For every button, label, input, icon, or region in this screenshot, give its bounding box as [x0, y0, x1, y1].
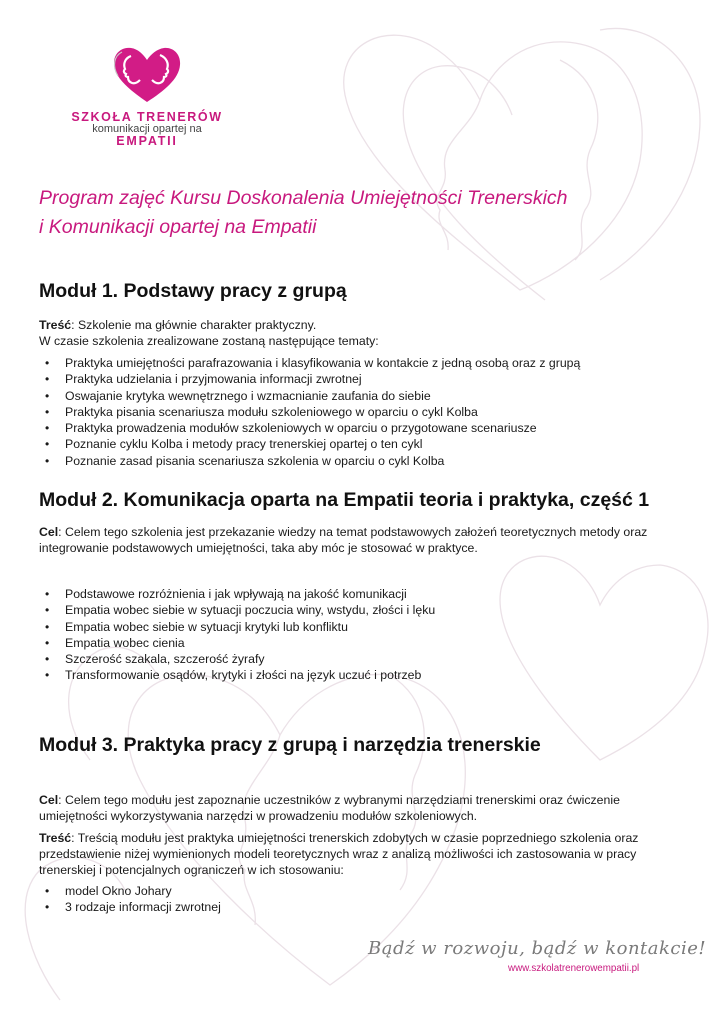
module-2-goal-line-2: integrowanie podstawowych umiejętności, taka aby móc je stosować w praktyce.	[39, 541, 478, 555]
module-2-section	[39, 489, 689, 684]
module-1-heading: Moduł 1. Podstawy pracy z grupą	[39, 280, 347, 302]
module-2-goal-line-1: : Celem tego szkolenia jest przekazanie wiedzy na temat podstawowych założeń teoretycznych metody oraz	[58, 525, 648, 539]
list-item: • Praktyka pisania scenariusza modułu szkoleniowego w oparciu o cykl Kolba	[39, 404, 689, 420]
list-item: • Oswajanie krytyka wewnętrznego i wzmacnianie zaufania do siebie	[39, 388, 689, 404]
module-2-goal-label: Cel	[39, 525, 59, 539]
list-item: • Empatia wobec siebie w sytuacji poczucia winy, wstydu, złości i lęku	[39, 602, 689, 618]
page-title-line-2: i Komunikacji opartej na Empatii	[39, 216, 317, 238]
page-title-line-1: Program zajęć Kursu Doskonalenia Umiejętności Trenerskich	[39, 187, 568, 209]
list-item: • model Okno Johary	[39, 883, 689, 899]
logo-heart-faces-icon	[110, 46, 184, 104]
logo-line-2: komunikacji opartej na	[92, 123, 202, 135]
list-item: • Praktyka udzielania i przyjmowania informacji zwrotnej	[39, 371, 689, 387]
footer-url-link[interactable]: www.szkolatrenerowempatii.pl	[508, 963, 640, 974]
footer-slogan: Bądź w rozwoju, bądź w kontakcie!	[368, 938, 707, 959]
module-3-content-line-3: trenerskiej i potencjalnych ograniczeń w ich stosowaniu:	[39, 863, 344, 877]
module-3-content	[39, 830, 689, 878]
page-title	[39, 184, 659, 242]
list-item: • Podstawowe rozróżnienia i jak wpływają na jakość komunikacji	[39, 586, 689, 602]
list-item: • Praktyka prowadzenia modułów szkoleniowych w oparciu o przygotowane scenariusze	[39, 420, 689, 436]
module-2-list	[39, 586, 689, 684]
logo-line-3: EMPATII	[116, 134, 178, 148]
list-item: • Szczerość szakala, szczerość żyrafy	[39, 651, 689, 667]
module-3-goal-label: Cel	[39, 793, 59, 807]
module-1-list	[39, 355, 689, 469]
module-2-goal	[39, 524, 689, 556]
module-1-content	[39, 317, 689, 333]
module-1-intro: W czasie szkolenia zrealizowane zostaną następujące tematy:	[39, 334, 379, 348]
logo-line-1: SZKOŁA TRENERÓW	[71, 110, 223, 124]
module-3-heading: Moduł 3. Praktyka pracy z grupą i narzędzia trenerskie	[39, 734, 541, 756]
list-item: • Poznanie zasad pisania scenariusza szkolenia w oparciu o cykl Kolba	[39, 453, 689, 469]
module-1-content-label: Treść	[39, 318, 72, 332]
module-3-section	[39, 734, 689, 916]
module-3-content-label: Treść	[39, 831, 72, 845]
module-3-content-line-2: przedstawienie niżej wymienionych modeli teoretycznych wraz z analizą możliwości ich zastosowania w pracy	[39, 847, 637, 861]
list-item: • Empatia wobec cienia	[39, 635, 689, 651]
list-item: • Empatia wobec siebie w sytuacji krytyki lub konfliktu	[39, 619, 689, 635]
list-item: • Poznanie cyklu Kolba i metody pracy trenerskiej opartej o ten cykl	[39, 436, 689, 452]
module-1-content-text: : Szkolenie ma głównie charakter praktyczny.	[71, 318, 317, 332]
module-1-section	[39, 280, 689, 469]
list-item: • Praktyka umiejętności parafrazowania i klasyfikowania w kontakcie z jedną osobą oraz z grupą	[39, 355, 689, 371]
module-3-goal	[39, 792, 689, 824]
module-3-goal-line-2: umiejętności wykorzystywania narzędzi w prowadzeniu modułów szkoleniowych.	[39, 809, 478, 823]
list-item: • Transformowanie osądów, krytyki i złości na język uczuć i potrzeb	[39, 667, 689, 683]
module-3-goal-line-1: : Celem tego modułu jest zapoznanie uczestników z wybranymi narzędziami trenerskimi oraz ćwiczenie	[58, 793, 620, 807]
list-item: • 3 rodzaje informacji zwrotnej	[39, 899, 689, 915]
module-3-content-line-1: : Treścią modułu jest praktyka umiejętności trenerskich zdobytych w czasie poprzedniego szkolenia oraz	[71, 831, 639, 845]
module-2-heading: Moduł 2. Komunikacja oparta na Empatii teoria i praktyka, część 1	[39, 489, 650, 511]
module-3-list	[39, 883, 689, 916]
